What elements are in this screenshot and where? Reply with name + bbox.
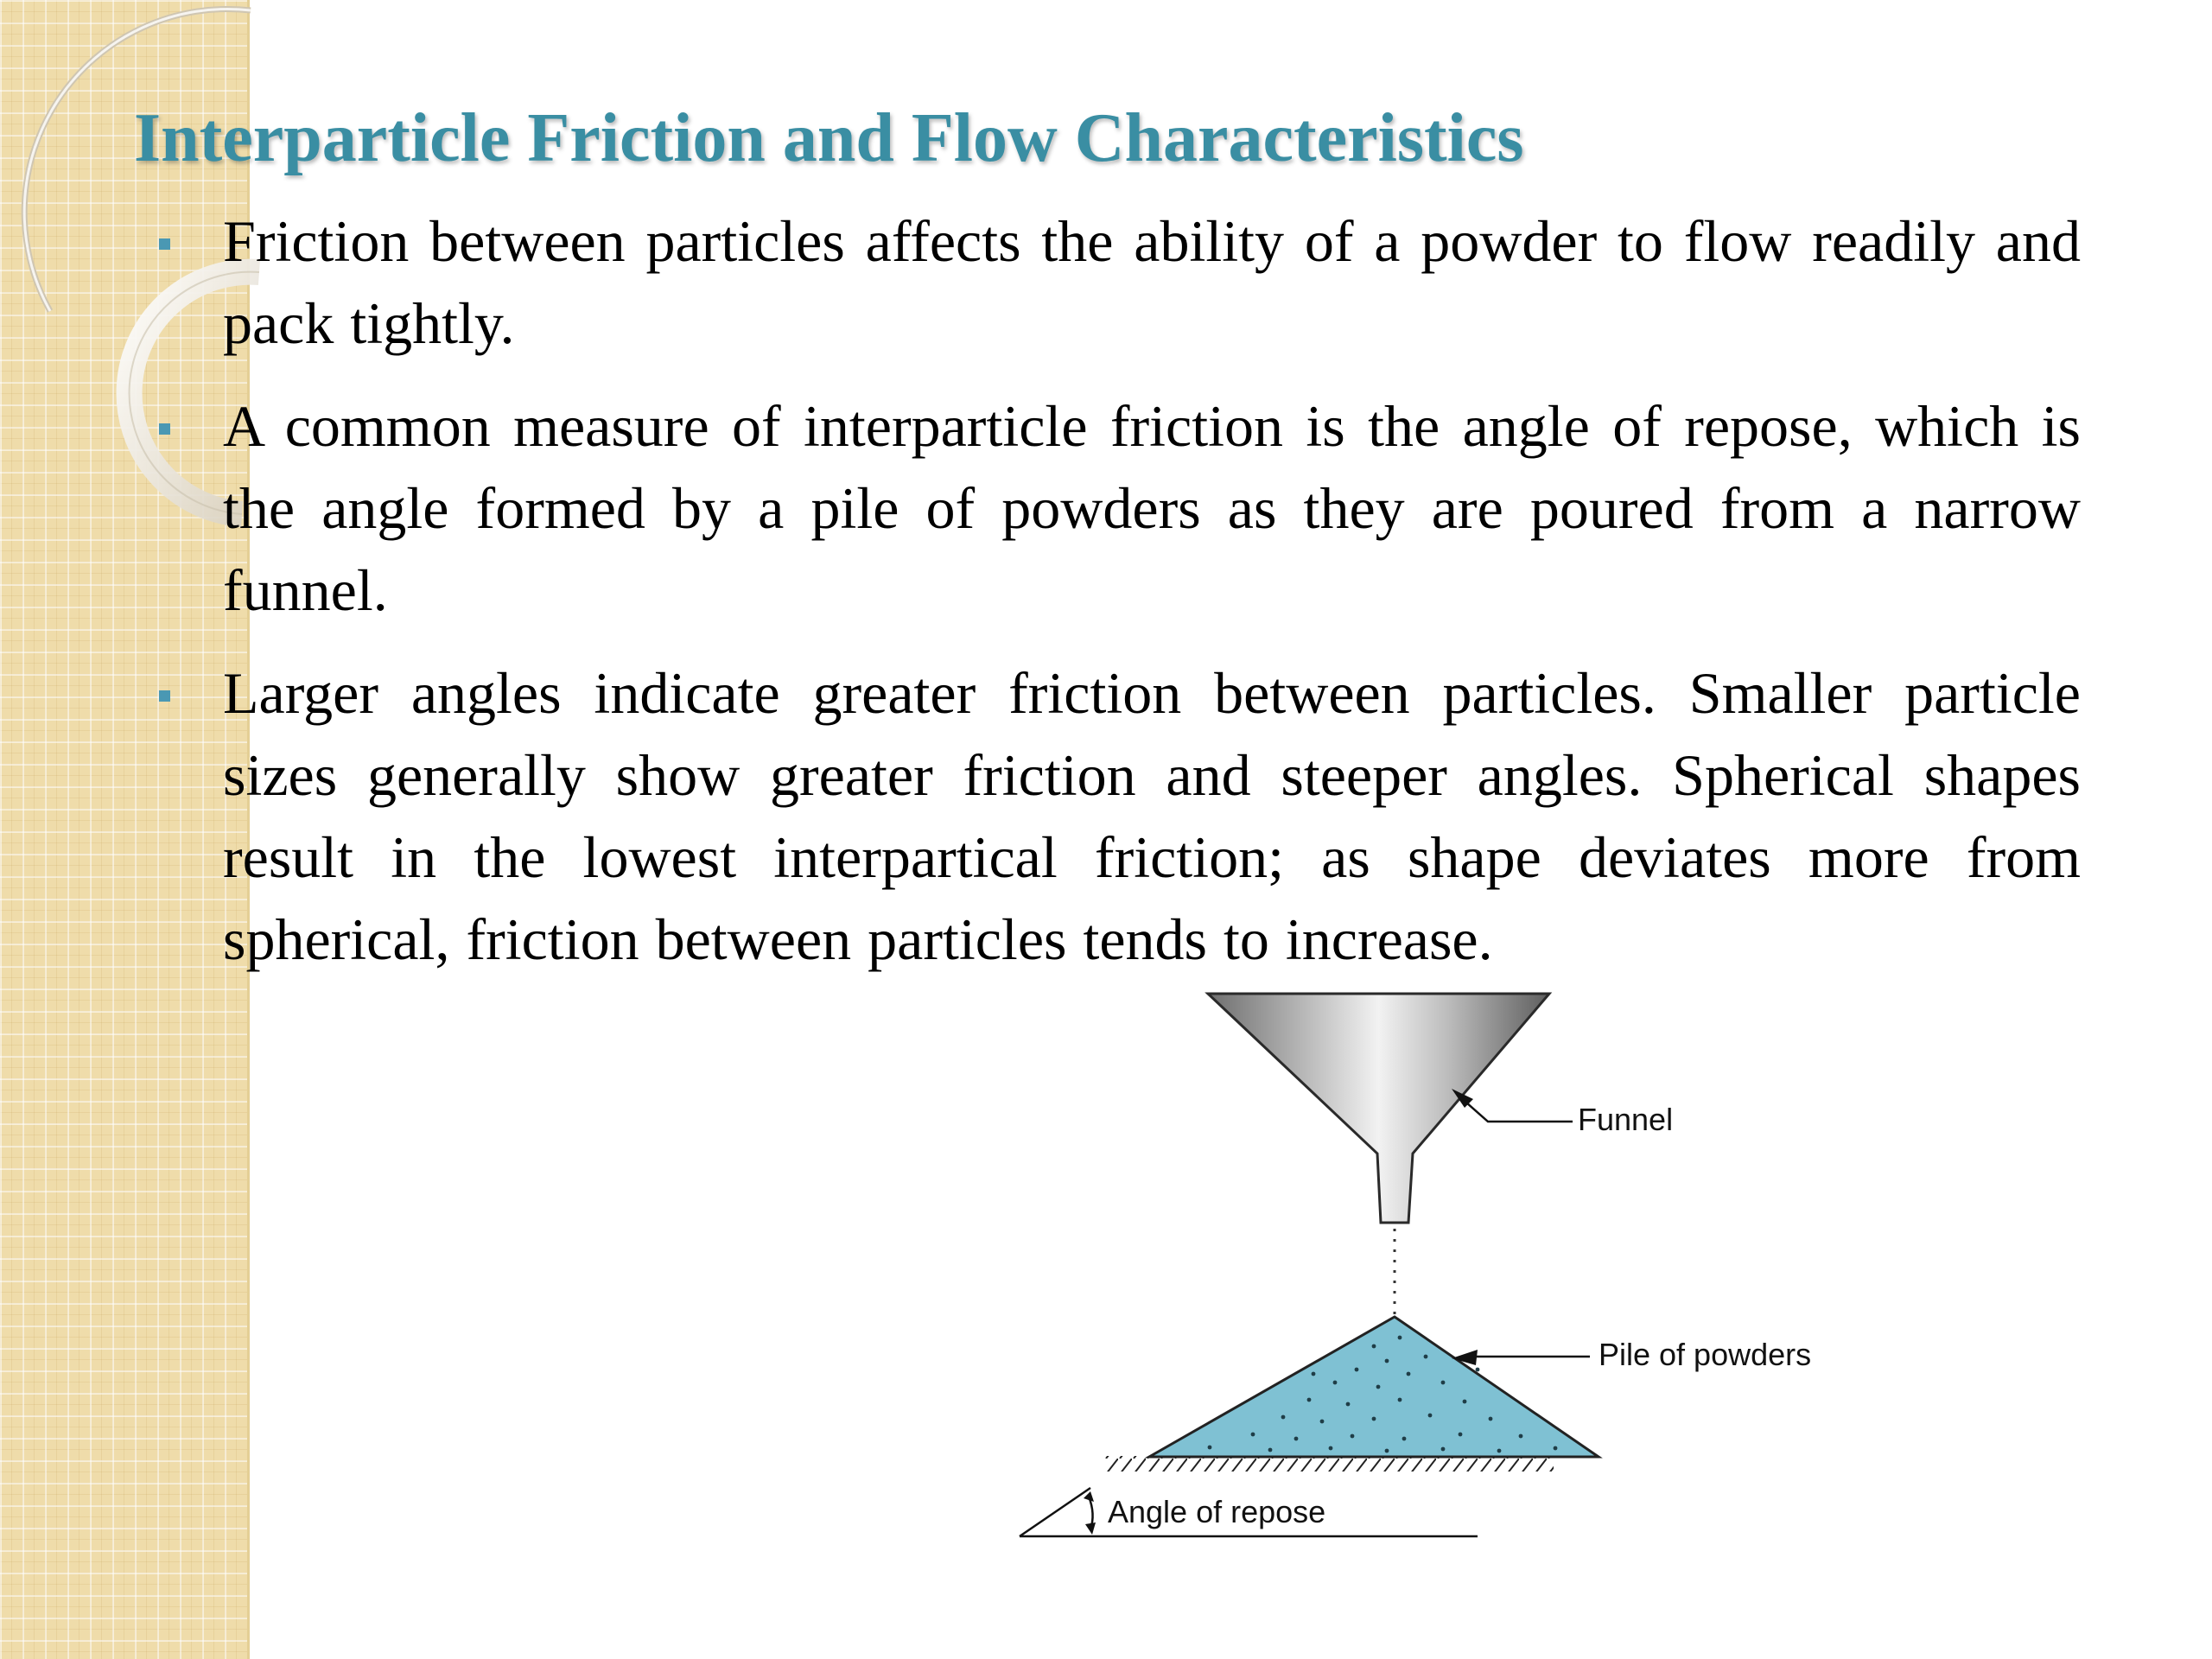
- ground-hatching: [1104, 1456, 1554, 1471]
- bullet-list: [223, 200, 2081, 1001]
- pile-label: Pile of powders: [1599, 1337, 1812, 1372]
- angle-label: Angle of repose: [1108, 1494, 1326, 1529]
- bullet-marker-icon: [159, 238, 170, 250]
- funnel-leader-line: [1459, 1096, 1573, 1122]
- bullet-text: Friction between particles affects the ability of a powder to flow readily and pack tightly.: [223, 208, 2081, 356]
- bullet-marker-icon: [159, 423, 170, 435]
- angle-of-repose-diagram: [994, 976, 1910, 1581]
- bullet-item: [223, 652, 2081, 981]
- bullet-marker-icon: [159, 690, 170, 702]
- powder-pile: [1149, 1317, 1599, 1457]
- slide-title: Interparticle Friction and Flow Characteristics: [134, 100, 1524, 176]
- bullet-text: Larger angles indicate greater friction between particles. Smaller particle sizes generally show greater friction and steeper angles. Spherical shapes result in the lowest interpartical friction; as shape deviates more from spherical, friction between particles tends to increase.: [223, 660, 2081, 972]
- funnel-shape: [1208, 994, 1549, 1223]
- bullet-item: [223, 200, 2081, 365]
- bullet-item: [223, 385, 2081, 632]
- funnel-label: Funnel: [1578, 1102, 1674, 1137]
- bullet-text: A common measure of interparticle friction is the angle of repose, which is the angle formed by a pile of powders as they are poured from a narrow funnel.: [223, 393, 2081, 623]
